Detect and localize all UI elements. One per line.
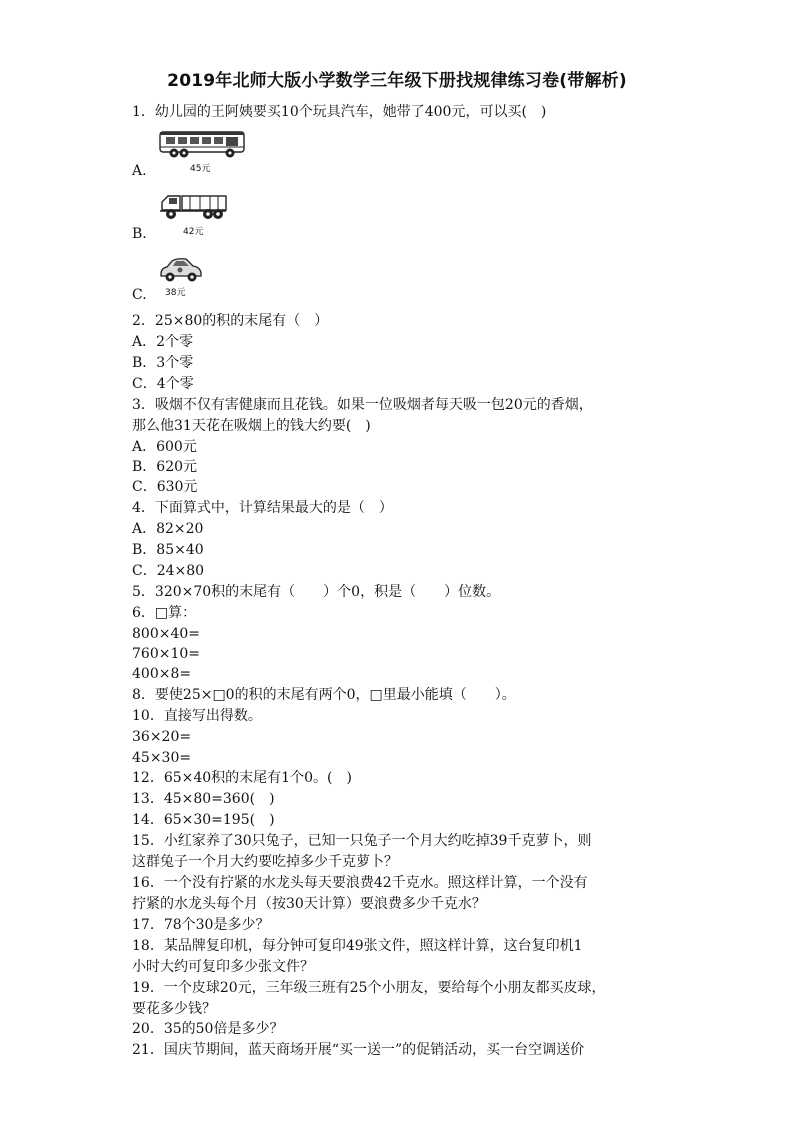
option-a-price: 45元 xyxy=(190,164,211,174)
question-line: 小时大约可复印多少张文件？ xyxy=(132,959,314,975)
question-line: C．4个零 xyxy=(132,376,194,392)
question-line: B．620元 xyxy=(132,459,198,475)
question-line: 那么他31天花在吸烟上的钱大约要( ) xyxy=(132,418,371,434)
question-line: 要花多少钱？ xyxy=(132,1001,216,1017)
question-line: 这群兔子一个月大约要吃掉多少千克萝卜？ xyxy=(132,854,398,870)
page-title: 2019年北师大版小学数学三年级下册找规律练习卷(带解析) xyxy=(167,71,627,91)
truck-icon xyxy=(158,190,228,222)
question-line: 16．一个没有拧紧的水龙头每天要浪费42千克水。照这样计算，一个没有 xyxy=(132,875,588,891)
question-line: 14．65×30=195( ) xyxy=(132,812,275,828)
question-line: 800×40= xyxy=(132,626,200,642)
question-line: 8．要使25×□0的积的末尾有两个0，□里最小能填（ ）。 xyxy=(132,687,516,703)
question-line: B．3个零 xyxy=(132,355,194,371)
question-line: 21．国庆节期间，蓝天商场开展“买一送一”的促销活动，买一台空调送价 xyxy=(132,1042,585,1058)
option-b-label: B. xyxy=(132,226,147,242)
question-line: 拧紧的水龙头每个月（按30天计算）要浪费多少千克水？ xyxy=(132,896,486,912)
question-line: A．82×20 xyxy=(132,521,204,537)
question-line: A．2个零 xyxy=(132,334,194,350)
question-1-stem: 1．幼儿园的王阿姨要买10个玩具汽车，她带了400元，可以买( ) xyxy=(132,104,547,120)
question-line: 5．320×70积的末尾有（ ）个0，积是（ ）位数。 xyxy=(132,584,501,600)
question-line: 36×20= xyxy=(132,729,192,745)
question-line: 15．小红家养了30只兔子，已知一只兔子一个月大约吃掉39千克萝卜，则 xyxy=(132,833,592,849)
question-line: 20．35的50倍是多少？ xyxy=(132,1021,284,1037)
question-line: 6．□算： xyxy=(132,605,197,621)
question-line: 3．吸烟不仅有害健康而且花钱。如果一位吸烟者每天吸一包20元的香烟， xyxy=(132,397,593,413)
option-b-price: 42元 xyxy=(183,227,204,237)
question-line: 400×8= xyxy=(132,666,192,682)
question-line: 45×30= xyxy=(132,750,192,766)
question-line: 2．25×80的积的末尾有（ ） xyxy=(132,313,329,329)
question-line: B．85×40 xyxy=(132,542,204,558)
question-line: 10．直接写出得数。 xyxy=(132,708,262,724)
question-line: 4．下面算式中，计算结果最大的是（ ） xyxy=(132,500,393,516)
question-line: 760×10= xyxy=(132,646,200,662)
option-c-label: C. xyxy=(132,287,147,303)
question-line: 13．45×80=360( ) xyxy=(132,791,275,807)
option-c-price: 38元 xyxy=(165,288,186,298)
car-icon xyxy=(158,256,204,284)
question-line: A．600元 xyxy=(132,439,197,455)
question-line: 17．78个30是多少？ xyxy=(132,917,270,933)
question-line: 12．65×40积的末尾有1个0。( ) xyxy=(132,770,352,786)
question-line: C．24×80 xyxy=(132,563,205,579)
question-line: 18．某品牌复印机，每分钟可复印49张文件，照这样计算，这台复印机1 xyxy=(132,938,583,954)
question-line: C．630元 xyxy=(132,479,198,495)
bus-icon xyxy=(158,128,248,162)
option-a-label: A. xyxy=(132,163,147,179)
question-line: 19．一个皮球20元，三年级三班有25个小朋友，要给每个小朋友都买皮球， xyxy=(132,980,606,996)
